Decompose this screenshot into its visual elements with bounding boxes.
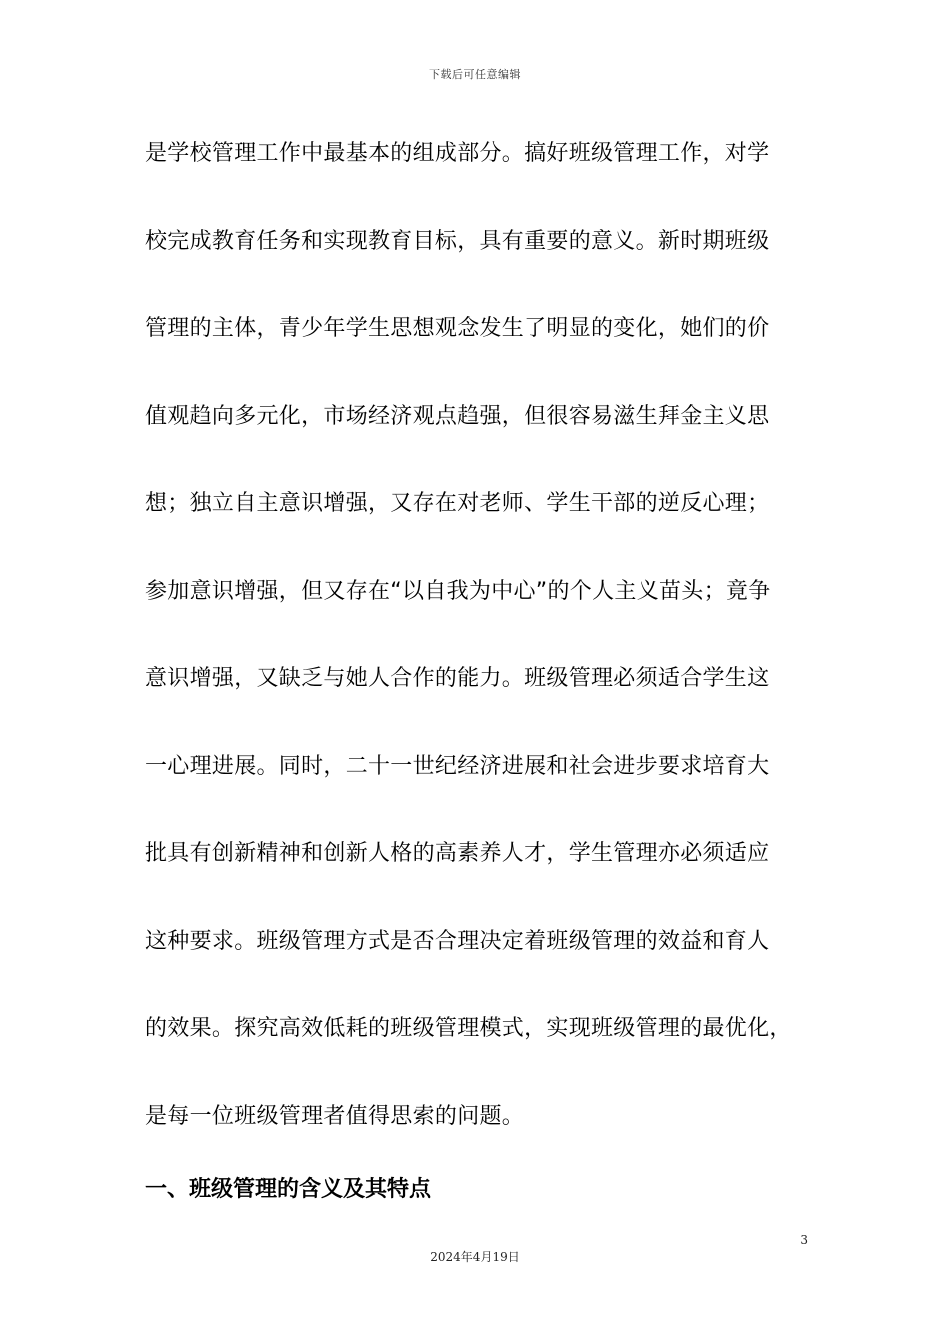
page-header: 下载后可任意编辑	[429, 68, 521, 81]
body-paragraph	[145, 132, 815, 1182]
text-line: 一心理进展。同时，二十一世纪经济进展和社会进步要求培育大	[145, 753, 770, 779]
text-line: 值观趋向多元化，市场经济观点趋强，但很容易滋生拜金主义思	[145, 403, 770, 429]
text-line: 意识增强，又缺乏与她人合作的能力。班级管理必须适合学生这	[145, 666, 770, 691]
text-line: 参加意识增强，但又存在“以自我为中心”的个人主义苗头；竟争	[145, 578, 771, 604]
text-line: 管理的主体，青少年学生思想观念发生了明显的变化，她们的价	[145, 316, 770, 341]
text-line: 批具有创新精神和创新人格的高素养人才，学生管理亦必须适应	[145, 841, 770, 866]
text-line: 是学校管理工作中最基本的组成部分。搞好班级管理工作，对学	[145, 141, 770, 166]
text-line: 这种要求。班级管理方式是否合理决定着班级管理的效益和育人	[145, 928, 770, 954]
page-footer-date: 2024年4月19日	[430, 1250, 520, 1264]
section-heading: 一、班级管理的含义及其特点	[145, 1177, 432, 1202]
text-line: 的效果。探究高效低耗的班级管理模式，实现班级管理的最优化，	[145, 1016, 792, 1041]
text-line: 想；独立自主意识增强，又存在对老师、学生干部的逆反心理；	[145, 491, 770, 516]
text-line: 是每一位班级管理者值得思索的问题。	[145, 1103, 525, 1129]
text-line: 校完成教育任务和实现教育目标，具有重要的意义。新时期班级	[145, 228, 770, 254]
page-number: 3	[800, 1233, 808, 1247]
